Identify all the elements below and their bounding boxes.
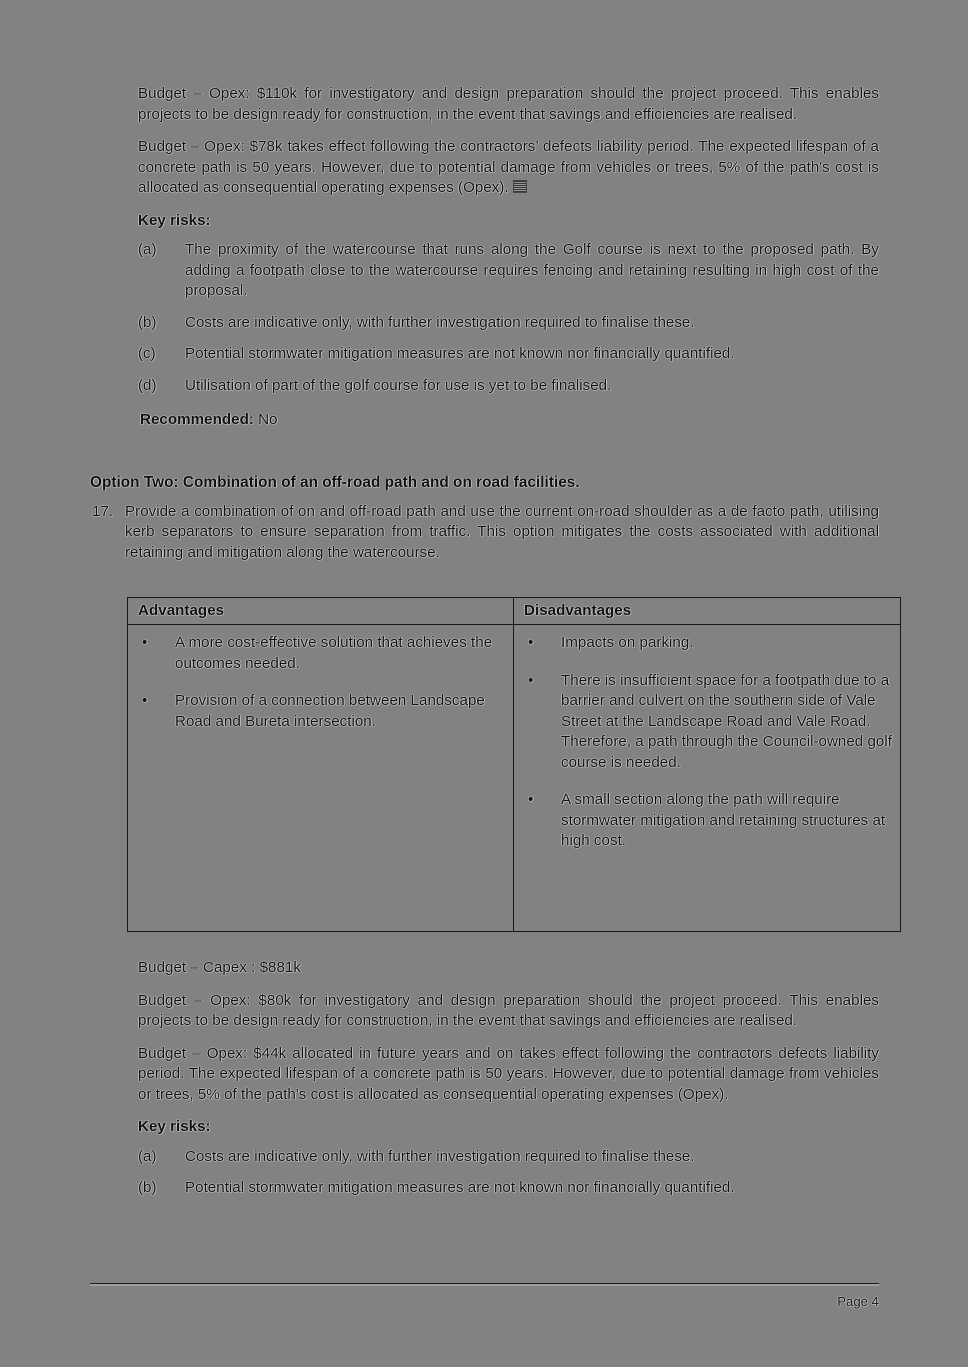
list-item [138,313,879,334]
key-risks-heading-option-one: Key risks: [138,211,211,229]
disadvantages-list [514,633,892,852]
page-content [90,84,892,1199]
budget-opex-78k-paragraph [90,137,879,199]
table-header-row [128,598,901,625]
budget-opex-78k-text: Budget – Opex: $78k takes effect following the contractors’ defects liability period. The expected lifespan of a concrete path is 50 years. However, due to potential damage from vehicles or trees, 5% of the path's cost is allocated as consequential operating expenses (Opex). [138,138,879,196]
table-row [128,625,901,932]
list-item [138,240,879,302]
list-text: Utilisation of part of the golf course for use is yet to be finalised. [185,376,612,394]
column-header-advantages: Advantages [128,598,514,625]
list-item [514,671,892,774]
option-two-heading: Option Two: Combination of an off-road path and on road facilities. [90,473,580,491]
list-text: Potential stormwater mitigation measures are not known nor financially quantified. [185,345,735,362]
advantages-cell [128,625,514,932]
list-text: Costs are indicative only, with further investigation required to finalise these. [185,313,695,331]
list-marker: (c) [138,345,156,362]
bullet-icon: • [142,634,148,651]
recommended-line [90,410,879,431]
disadvantages-cell [514,625,901,932]
list-item [138,1178,879,1199]
advantages-disadvantages-table [127,597,901,932]
list-marker: (a) [138,1147,157,1165]
recommended-label: Recommended: [140,411,254,428]
list-text: Potential stormwater mitigation measures are not known nor financially quantified. [185,1179,735,1196]
bullet-icon: • [142,692,148,709]
bullet-icon: • [528,791,534,808]
list-item [128,633,505,674]
key-risks-heading-option-two: Key risks: [138,1118,211,1135]
recommended-value: No [258,411,278,428]
budget-opex-110k-paragraph: Budget – Opex: $110k for investigatory and design preparation should the project proceed. This enables projects to be design ready for construction, in the event that savings and efficiencies are realised. [138,85,879,123]
list-text: Impacts on parking. [561,634,694,651]
list-item [138,344,879,365]
clause-text: Provide a combination of on and off-road path and use the current on-road shoulder as a de facto path, utilising kerb separators to ensure separation from traffic. This option mitigates the costs associated with additional retaining and mitigation along the watercourse. [125,502,879,561]
column-header-disadvantages: Disadvantages [514,598,901,625]
list-text: A small section along the path will require stormwater mitigation and retaining structures at high cost. [561,791,886,849]
list-marker: (a) [138,241,157,258]
budget-capex-paragraph: Budget – Capex : $881k [138,959,301,976]
bullet-icon: • [528,634,534,651]
comment-anchor-icon [513,180,527,193]
list-item [138,1147,879,1168]
list-item [514,790,892,852]
budget-opex-80k-paragraph: Budget – Opex: $80k for investigatory and design preparation should the project proceed. This enables projects to be design ready for construction, in the event that savings and efficiencies are realised. [138,991,879,1029]
page-footer [90,1283,879,1310]
list-marker: (d) [138,376,157,394]
key-risks-list-option-one [90,240,879,396]
list-text: Costs are indicative only, with further investigation required to finalise these. [185,1147,695,1165]
bullet-icon: • [528,671,534,689]
list-text: Provision of a connection between Landscape Road and Bureta intersection. [175,692,485,730]
key-risks-list-option-two [90,1147,879,1199]
list-marker: (b) [138,313,157,331]
budget-opex-44k-paragraph: Budget – Opex: $44k allocated in future years and on takes effect following the contractors defects liability period. The expected lifespan of a concrete path is 50 years. However, due to potential damage from vehicles or trees, 5% of the path's cost is allocated as consequential operating expenses (Opex). [138,1044,879,1103]
list-text: There is insufficient space for a footpath due to a barrier and culvert on the southern side of Vale Street at the Landscape Road and Vale Road. Therefore, a path through the Council-owned golf course is needed. [561,671,892,771]
clause-number: 17. [92,502,114,520]
list-text: A more cost-effective solution that achieves the outcomes needed. [175,634,493,672]
list-marker: (b) [138,1179,157,1196]
list-item [128,691,505,732]
list-item [138,376,879,397]
clause-17-paragraph [90,502,879,564]
footer-divider [90,1283,879,1284]
advantages-list [128,633,505,732]
page-number: Page 4 [837,1294,879,1309]
list-item [514,633,892,654]
list-text: The proximity of the watercourse that runs along the Golf course is next to the proposed path. By adding a footpath close to the watercourse requires fencing and retaining resulting in high cost of the proposal. [185,241,879,299]
